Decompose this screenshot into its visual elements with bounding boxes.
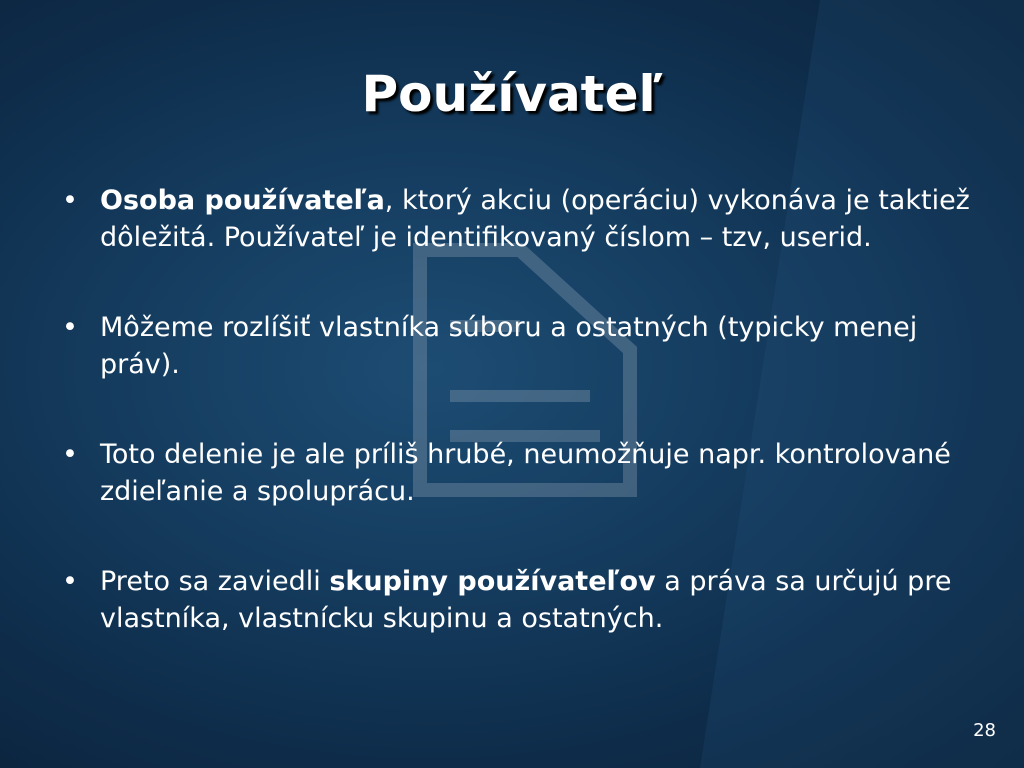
bullet-text: , ktorý akciu (operáciu) vykonáva je taktiež dôležitá. Používateľ je identifikovaný číslom – tzv, userid. <box>100 185 970 253</box>
bullet-item-3 <box>62 436 972 510</box>
bullet-bold-text: skupiny používateľov <box>329 566 656 597</box>
bullet-text: Preto sa zaviedli <box>100 566 330 597</box>
bullet-text: a práva sa určujú pre vlastníka, vlastnícku skupinu a ostatných. <box>100 566 952 634</box>
bullet-item-1 <box>62 182 972 256</box>
bullet-icon: • <box>62 566 78 597</box>
bullet-icon: • <box>62 312 78 343</box>
slide-title: Používateľ <box>361 65 663 123</box>
bullet-text: Toto delenie je ale príliš hrubé, neumožňuje napr. kontrolované zdieľanie a spoluprácu. <box>100 439 951 507</box>
bullet-text: Môžeme rozlíšiť vlastníka súboru a ostatných (typicky menej práv). <box>100 312 918 380</box>
bullet-list <box>62 182 972 690</box>
bullet-icon: • <box>62 439 78 470</box>
bullet-icon: • <box>62 185 78 216</box>
page-number: 28 <box>973 720 996 741</box>
bullet-item-2 <box>62 309 972 383</box>
bullet-item-4 <box>62 563 972 637</box>
bullet-bold-text: Osoba používateľa <box>100 185 385 216</box>
